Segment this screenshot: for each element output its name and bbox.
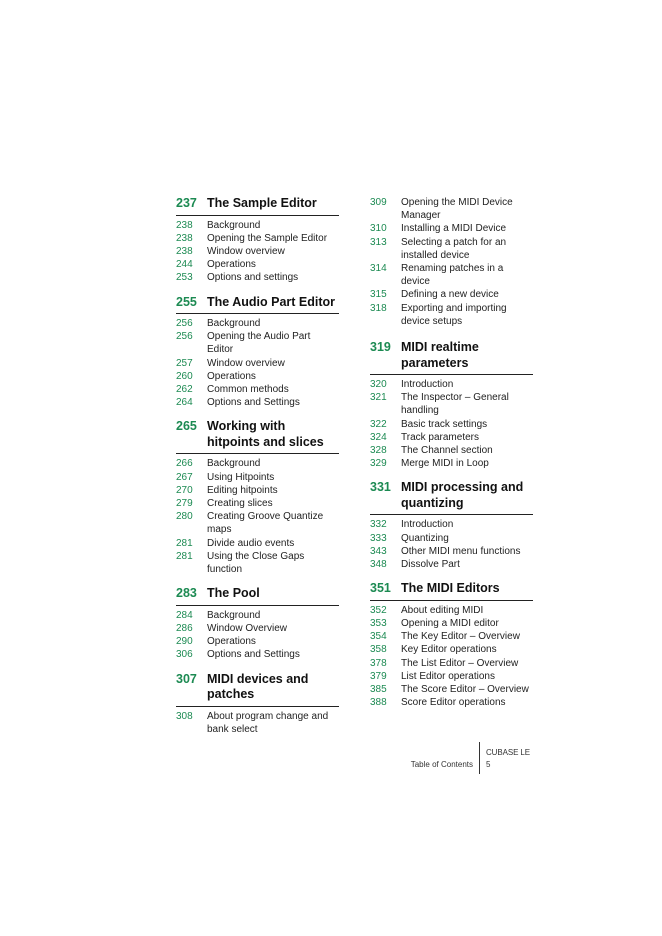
entry-page-number: 315 xyxy=(370,289,387,301)
entry-page-number: 308 xyxy=(176,710,193,722)
entry-page-number: 332 xyxy=(370,519,387,531)
entry-title: Window overview xyxy=(207,357,285,369)
toc-section xyxy=(370,196,533,328)
entry-page-number: 352 xyxy=(370,604,387,616)
toc-entry[interactable] xyxy=(370,604,533,617)
toc-entry[interactable] xyxy=(176,457,339,470)
entry-page-number: 244 xyxy=(176,259,193,271)
entry-title: Exporting and importing device setups xyxy=(401,302,507,327)
toc-entry[interactable] xyxy=(370,444,533,457)
entry-title: Background xyxy=(207,219,261,231)
entry-title: The Key Editor – Overview xyxy=(401,631,520,643)
entry-page-number: 385 xyxy=(370,683,387,695)
entry-page-number: 238 xyxy=(176,219,193,231)
entry-page-number: 306 xyxy=(176,649,193,661)
section-title: MIDI processing and quantizing xyxy=(401,480,524,510)
section-page-number: 307 xyxy=(176,671,197,686)
toc-entry[interactable] xyxy=(370,518,533,531)
footer-label: Table of Contents xyxy=(410,760,473,769)
entry-page-number: 343 xyxy=(370,545,387,557)
section-title: MIDI realtime parameters xyxy=(401,340,479,370)
toc-entry[interactable] xyxy=(176,622,339,635)
entry-page-number: 264 xyxy=(176,397,193,409)
entry-page-number: 322 xyxy=(370,418,387,430)
entry-page-number: 358 xyxy=(370,644,387,656)
entry-page-number: 266 xyxy=(176,458,193,470)
toc-section xyxy=(176,295,339,410)
entry-page-number: 253 xyxy=(176,272,193,284)
toc-entry[interactable] xyxy=(370,222,533,235)
entry-title: Introduction xyxy=(401,519,454,531)
entry-title: The Inspector – General handling xyxy=(401,392,509,417)
entry-title: Divide audio events xyxy=(207,537,295,549)
toc-entry[interactable] xyxy=(176,271,339,284)
toc-section xyxy=(176,419,339,576)
page-number: 5 xyxy=(486,760,491,769)
entry-title: Merge MIDI in Loop xyxy=(401,458,489,470)
toc-entry[interactable] xyxy=(176,357,339,370)
toc-entry[interactable] xyxy=(370,391,533,417)
toc-entry[interactable] xyxy=(176,537,339,550)
section-heading[interactable] xyxy=(176,295,339,315)
toc-entry[interactable] xyxy=(176,232,339,245)
section-page-number: 255 xyxy=(176,294,197,309)
toc-entry[interactable] xyxy=(370,696,533,709)
section-page-number: 265 xyxy=(176,419,197,434)
footer-brand: CUBASE LE xyxy=(486,748,531,757)
entry-title: Key Editor operations xyxy=(401,644,497,656)
entry-page-number: 378 xyxy=(370,657,387,669)
toc-section xyxy=(370,581,533,709)
entry-title: Opening a MIDI editor xyxy=(401,617,499,629)
entry-page-number: 257 xyxy=(176,357,193,369)
entry-page-number: 279 xyxy=(176,498,193,510)
toc-entry[interactable] xyxy=(176,370,339,383)
section-heading[interactable] xyxy=(176,672,339,707)
toc-entry[interactable] xyxy=(370,302,533,328)
section-page-number: 283 xyxy=(176,586,197,601)
toc-section xyxy=(370,340,533,470)
entry-title: Window Overview xyxy=(207,622,288,634)
entry-title: Operations xyxy=(207,636,256,648)
entry-page-number: 328 xyxy=(370,445,387,457)
toc-entry[interactable] xyxy=(370,617,533,630)
toc-column-right xyxy=(370,196,533,719)
entry-title: Basic track settings xyxy=(401,418,488,430)
entry-title: List Editor operations xyxy=(401,670,495,682)
toc-entry[interactable] xyxy=(176,245,339,258)
toc-section xyxy=(370,480,533,571)
entry-title: About editing MIDI xyxy=(401,604,484,616)
section-page-number: 351 xyxy=(370,581,391,596)
entry-title: Background xyxy=(207,458,261,470)
toc-section xyxy=(176,586,339,661)
entry-title: Options and Settings xyxy=(207,649,300,661)
entry-page-number: 309 xyxy=(370,197,387,208)
entry-title: The Channel section xyxy=(401,445,493,457)
entry-page-number: 256 xyxy=(176,318,193,330)
toc-entry[interactable] xyxy=(370,630,533,643)
toc-section xyxy=(176,672,339,736)
entry-page-number: 262 xyxy=(176,384,193,396)
toc-entry[interactable] xyxy=(176,710,339,736)
toc-entry[interactable] xyxy=(176,383,339,396)
toc-entry[interactable] xyxy=(370,670,533,683)
section-heading[interactable] xyxy=(176,419,339,454)
entry-page-number: 281 xyxy=(176,537,193,549)
entry-title: Creating slices xyxy=(207,498,273,510)
entry-page-number: 267 xyxy=(176,471,193,483)
entry-page-number: 310 xyxy=(370,223,387,235)
toc-entry[interactable] xyxy=(370,532,533,545)
entry-title: About program change and bank select xyxy=(207,710,329,735)
entry-page-number: 321 xyxy=(370,392,387,404)
entry-page-number: 329 xyxy=(370,458,387,470)
entry-title: Dissolve Part xyxy=(401,559,460,571)
entry-page-number: 286 xyxy=(176,622,193,634)
entry-title: Background xyxy=(207,609,261,621)
entry-title: Quantizing xyxy=(401,532,449,544)
toc-entry[interactable] xyxy=(176,550,339,576)
toc-entry[interactable] xyxy=(176,219,339,232)
toc-entry[interactable] xyxy=(370,457,533,470)
toc-entry[interactable] xyxy=(176,484,339,497)
section-heading[interactable] xyxy=(370,480,533,515)
entry-page-number: 238 xyxy=(176,232,193,244)
section-heading[interactable] xyxy=(370,340,533,375)
entry-title: Options and Settings xyxy=(207,397,300,409)
entry-page-number: 290 xyxy=(176,636,193,648)
entry-page-number: 320 xyxy=(370,379,387,391)
section-page-number: 319 xyxy=(370,340,391,355)
entry-title: Selecting a patch for an installed device xyxy=(401,236,507,261)
toc-entry[interactable] xyxy=(176,258,339,271)
section-heading[interactable] xyxy=(176,586,339,606)
toc-entry[interactable] xyxy=(176,497,339,510)
toc-entry[interactable] xyxy=(370,262,533,288)
section-title: The Audio Part Editor xyxy=(207,294,336,309)
toc-entry[interactable] xyxy=(370,545,533,558)
section-title: Working with hitpoints and slices xyxy=(207,419,324,449)
entry-page-number: 318 xyxy=(370,302,387,314)
section-title: The MIDI Editors xyxy=(401,581,500,596)
entry-page-number: 348 xyxy=(370,559,387,571)
toc-entry[interactable] xyxy=(176,396,339,409)
entry-title: Using Hitpoints xyxy=(207,471,275,483)
toc-entry[interactable] xyxy=(176,330,339,356)
entry-title: Operations xyxy=(207,259,256,271)
toc-entry[interactable] xyxy=(370,657,533,670)
entry-title: Window overview xyxy=(207,245,285,257)
section-heading[interactable] xyxy=(370,581,533,601)
entry-title: Defining a new device xyxy=(401,289,499,301)
toc-entry[interactable] xyxy=(370,558,533,571)
section-page-number: 237 xyxy=(176,196,197,210)
toc-entry[interactable] xyxy=(370,196,533,222)
entry-page-number: 256 xyxy=(176,331,193,343)
toc-entry[interactable] xyxy=(370,431,533,444)
entry-page-number: 353 xyxy=(370,617,387,629)
entry-title: Opening the MIDI Device Manager xyxy=(401,197,513,222)
section-title: The Pool xyxy=(207,586,260,601)
toc-entry[interactable] xyxy=(370,418,533,431)
entry-title: Opening the Sample Editor xyxy=(207,232,328,244)
toc-entry[interactable] xyxy=(176,510,339,536)
toc-entry[interactable] xyxy=(370,683,533,696)
entry-title: Renaming patches in a device xyxy=(401,263,504,288)
entry-page-number: 280 xyxy=(176,511,193,523)
entry-page-number: 379 xyxy=(370,670,387,682)
entry-page-number: 324 xyxy=(370,431,387,443)
toc-column-left xyxy=(176,196,339,746)
entry-title: Installing a MIDI Device xyxy=(401,223,507,235)
entry-title: Options and settings xyxy=(207,272,299,284)
toc-entry[interactable] xyxy=(176,609,339,622)
toc-entry[interactable] xyxy=(176,471,339,484)
entry-page-number: 354 xyxy=(370,631,387,643)
entry-page-number: 260 xyxy=(176,370,193,382)
section-heading[interactable] xyxy=(176,196,339,216)
entry-title: Track parameters xyxy=(401,431,479,443)
toc-entry[interactable] xyxy=(370,378,533,391)
entry-page-number: 270 xyxy=(176,484,193,496)
toc-entry[interactable] xyxy=(370,288,533,301)
toc-entry[interactable] xyxy=(176,317,339,330)
toc-entry[interactable] xyxy=(176,635,339,648)
entry-title: Background xyxy=(207,318,261,330)
entry-page-number: 313 xyxy=(370,236,387,248)
section-title: MIDI devices and patches xyxy=(207,671,309,702)
entry-title: The List Editor – Overview xyxy=(401,657,519,669)
entry-title: Common methods xyxy=(207,384,289,396)
entry-title: Other MIDI menu functions xyxy=(401,545,521,557)
toc-entry[interactable] xyxy=(370,236,533,262)
entry-page-number: 281 xyxy=(176,550,193,562)
entry-page-number: 238 xyxy=(176,245,193,257)
section-title: The Sample Editor xyxy=(207,196,317,210)
entry-title: The Score Editor – Overview xyxy=(401,683,529,695)
entry-title: Score Editor operations xyxy=(401,697,506,709)
footer-divider xyxy=(479,742,480,774)
entry-title: Introduction xyxy=(401,379,454,391)
toc-section xyxy=(176,196,339,285)
entry-title: Operations xyxy=(207,370,256,382)
entry-page-number: 314 xyxy=(370,263,387,275)
toc-entry[interactable] xyxy=(370,643,533,656)
entry-title: Opening the Audio Part Editor xyxy=(207,331,311,356)
toc-entry[interactable] xyxy=(176,648,339,661)
section-page-number: 331 xyxy=(370,480,391,495)
entry-title: Using the Close Gaps function xyxy=(207,550,305,576)
entry-title: Creating Groove Quantize maps xyxy=(207,511,324,536)
entry-page-number: 388 xyxy=(370,697,387,709)
entry-title: Editing hitpoints xyxy=(207,484,278,496)
entry-page-number: 333 xyxy=(370,532,387,544)
entry-page-number: 284 xyxy=(176,609,193,621)
